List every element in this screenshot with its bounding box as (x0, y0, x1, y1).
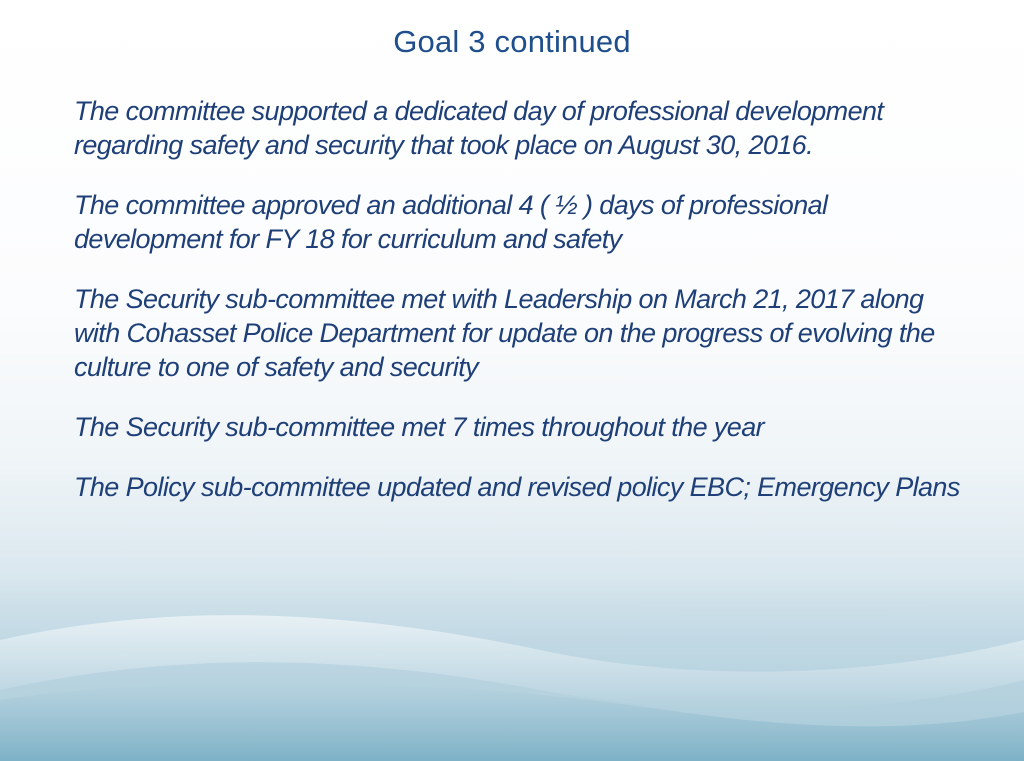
slide-body (74, 94, 974, 530)
paragraph-meeting-count: The Security sub-committee met 7 times throughout the year (74, 412, 765, 442)
paragraph-professional-development-day: The committee supported a dedicated day of professional development regarding safety and security that took place on August 30, 2016. (74, 96, 884, 160)
slide-title: Goal 3 continued (393, 24, 631, 59)
paragraph-policy-update: The Policy sub-committee updated and revised policy EBC; Emergency Plans (74, 472, 960, 502)
paragraph-additional-days: The committee approved an additional 4 ( ½ ) days of professional development for FY 18 for curriculum and safety (74, 190, 828, 254)
paragraph-leadership-meeting: The Security sub-committee met with Leadership on March 21, 2017 along with Cohasset Police Department for update on the progress of evolving the culture to one of safety and security (74, 284, 935, 382)
